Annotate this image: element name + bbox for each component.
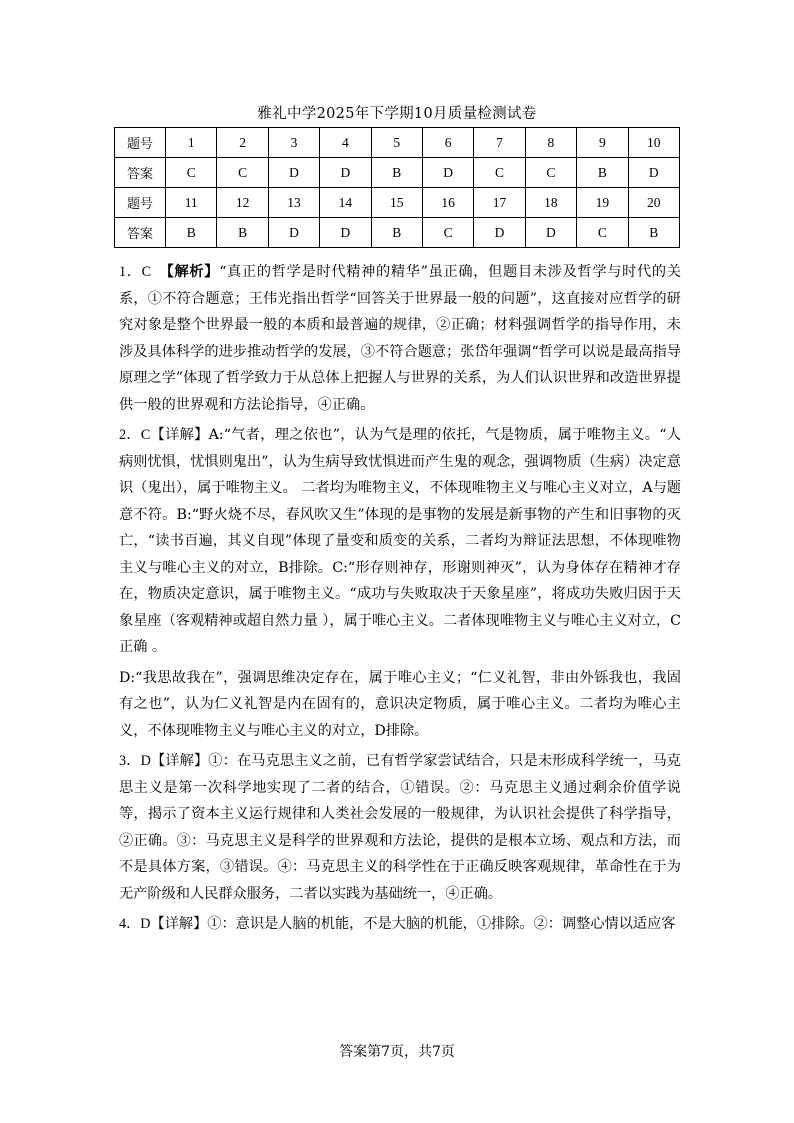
analysis-item-1 bbox=[119, 259, 681, 418]
table-cell: B bbox=[217, 218, 268, 248]
table-cell: C bbox=[525, 158, 576, 188]
table-cell: 16 bbox=[422, 188, 473, 218]
table-cell: 6 bbox=[422, 128, 473, 158]
table-cell: 20 bbox=[628, 188, 679, 218]
analysis-text: ①：在马克思主义之前，已有哲学家尝试结合，只是未形成科学统一，马克思主义是第一次科学地实现了二者的结合，①错误。②：马克思主义通过剩余价值学说等，揭示了资本主义运行规律和人类社会发展的一般规律，为认识社会提供了科学指导，②正确。③：马克思主义是科学的世界观和方法论，提供的是根本立场、观点和方法，而不是具体方案，③错误。④：马克思主义的科学性在于正确反映客观规律，革命性在于为无产阶级和人民群众服务，二者以实践为基础统一，④正确。 bbox=[119, 753, 681, 902]
table-cell: 2 bbox=[217, 128, 268, 158]
table-cell: 10 bbox=[628, 128, 679, 158]
table-cell: D bbox=[628, 158, 679, 188]
table-row bbox=[115, 128, 680, 158]
table-cell: C bbox=[217, 158, 268, 188]
table-cell: B bbox=[577, 158, 628, 188]
analysis-item-3 bbox=[119, 748, 681, 907]
table-cell: 19 bbox=[577, 188, 628, 218]
table-cell: 7 bbox=[474, 128, 525, 158]
table-cell: D bbox=[268, 218, 319, 248]
table-cell: C bbox=[474, 158, 525, 188]
table-cell: 8 bbox=[525, 128, 576, 158]
table-cell: D bbox=[525, 218, 576, 248]
table-cell: B bbox=[371, 218, 422, 248]
analysis-tag: 【详解】 bbox=[150, 427, 209, 443]
question-number: 4．D bbox=[119, 916, 151, 932]
analysis-text: A:“气者，理之依也”，认为气是理的依托，气是物质，属于唯物主义。“人病则忧惧，忧惧则鬼出”，认为生病导致忧惧进而产生鬼的观念，强调物质（生病）决定意识（鬼出），属于唯物主义。 二者均为唯物主义，不体现唯物主义与唯心主义对立，A与题意不符。B:“野火烧不尽，春风吹又生”体现的是事物的发展是新事物的产生和旧事物的灭亡，“读书百遍，其义自现”体现了量变和质变的关系，二者均为辩证法思想，不体现唯物主义与唯心主义的对立，B排除。C:“形存则神存，形谢则神灭”，认为身体存在精神才存在，物质决定意识，属于唯物主义。“成功与失败取决于天象星座”，将成功失败归因于天象星座（客观精神或超自然力量 ），属于唯心主义。二者体现唯物主义与唯心主义对立，C正确 。 bbox=[119, 427, 681, 655]
table-cell: C bbox=[422, 218, 473, 248]
row-header: 答案 bbox=[115, 218, 166, 248]
page-footer: 答案第7页，共7页 bbox=[339, 1044, 455, 1060]
row-header: 答案 bbox=[115, 158, 166, 188]
question-number: 2．C bbox=[119, 427, 151, 443]
table-cell: 18 bbox=[525, 188, 576, 218]
table-cell: 17 bbox=[474, 188, 525, 218]
table-cell: 12 bbox=[217, 188, 268, 218]
question-number: 3．D bbox=[119, 753, 151, 769]
row-header: 题号 bbox=[115, 188, 166, 218]
table-cell: D bbox=[422, 158, 473, 188]
analysis-item-4 bbox=[119, 911, 681, 938]
table-cell: 4 bbox=[320, 128, 371, 158]
table-cell: B bbox=[371, 158, 422, 188]
table-cell: D bbox=[320, 158, 371, 188]
table-cell: D bbox=[268, 158, 319, 188]
table-cell: 9 bbox=[577, 128, 628, 158]
table-cell: 3 bbox=[268, 128, 319, 158]
table-cell: 1 bbox=[166, 128, 217, 158]
analysis-tag: 【详解】 bbox=[150, 916, 208, 932]
question-number: 1．C bbox=[119, 264, 167, 280]
table-row bbox=[115, 188, 680, 218]
analysis-text: “真正的哲学是时代精神的精华”虽正确，但题目未涉及哲学与时代的关系，①不符合题意；王伟光指出哲学“回答关于世界最一般的问题”，这直接对应哲学的研究对象是整个世界最一般的本质和最普遍的规律，②正确；材料强调哲学的指导作用，未涉及具体科学的进步推动哲学的发展，③不符合题意；张岱年强调“哲学可以说是最高指导原理之学”体现了哲学致力于从总体上把握人与世界的关系，为人们认识世界和改造世界提供一般的世界观和方法论指导，④正确。 bbox=[119, 264, 681, 413]
analysis-item-2-continued bbox=[119, 665, 681, 745]
page-title: 雅礼中学2025年下学期10月质量检测试卷 bbox=[257, 106, 537, 122]
analysis-tag: 【解析】 bbox=[166, 264, 220, 280]
analysis-text: ①：意识是人脑的机能，不是大脑的机能，①排除。②：调整心情以适应客 bbox=[207, 916, 676, 932]
table-row bbox=[115, 158, 680, 188]
table-cell: B bbox=[166, 218, 217, 248]
table-cell: D bbox=[474, 218, 525, 248]
table-cell: 15 bbox=[371, 188, 422, 218]
analysis-item-2 bbox=[119, 422, 681, 661]
row-header: 题号 bbox=[115, 128, 166, 158]
table-cell: C bbox=[577, 218, 628, 248]
table-row bbox=[115, 218, 680, 248]
table-cell: B bbox=[628, 218, 679, 248]
table-cell: 11 bbox=[166, 188, 217, 218]
table-cell: 13 bbox=[268, 188, 319, 218]
analysis-text: D:“我思故我在”，强调思维决定存在，属于唯心主义；“仁义礼智，非由外铄我也，我固有之也”，认为仁义礼智是内在固有的，意识决定物质，属于唯心主义。二者均为唯心主义，不体现唯物主义与唯心主义的对立，D排除。 bbox=[119, 669, 681, 739]
table-cell: D bbox=[320, 218, 371, 248]
table-cell: 5 bbox=[371, 128, 422, 158]
analysis-section bbox=[119, 259, 681, 942]
table-cell: 14 bbox=[320, 188, 371, 218]
table-cell: C bbox=[166, 158, 217, 188]
answer-table bbox=[114, 127, 680, 248]
analysis-tag: 【详解】 bbox=[150, 753, 209, 769]
